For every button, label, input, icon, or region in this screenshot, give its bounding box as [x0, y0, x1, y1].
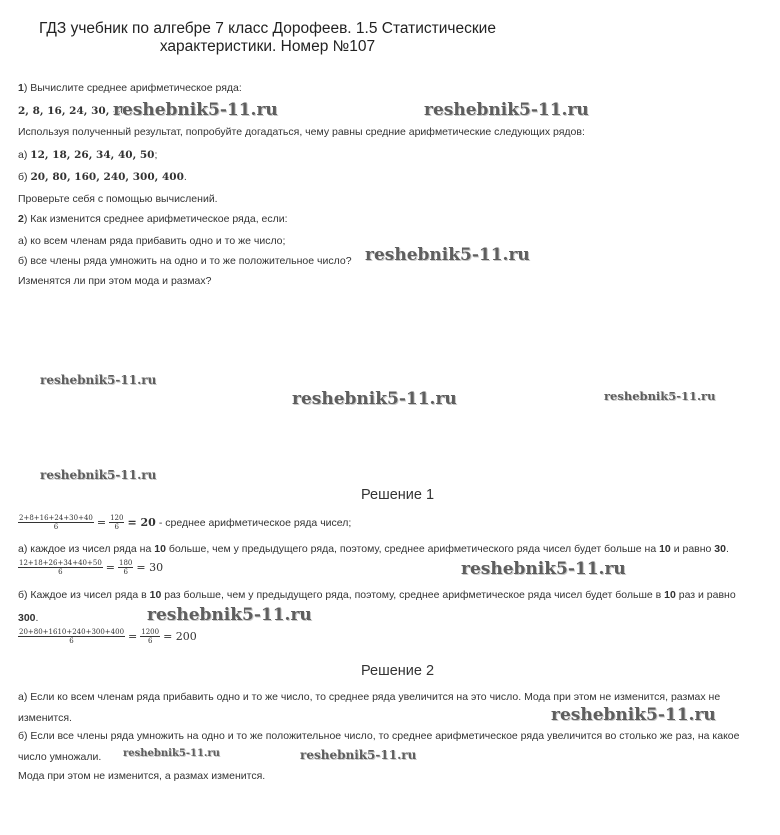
task-part2-b: б) все члены ряда умножить на одно и то же положительное число?	[18, 255, 352, 267]
fraction-numerator: 1200	[141, 628, 160, 636]
equation-result: = 20	[127, 516, 156, 529]
fraction	[140, 628, 160, 645]
task-part2-text: ) Как изменится среднее арифметическое ряда, если:	[23, 213, 288, 225]
text-span: больше, чем у предыдущего ряда, поэтому, среднее арифметического ряда чисел будет больше на	[165, 543, 660, 555]
text-span: раз и равно	[675, 589, 736, 601]
fraction-numerator: 2+8+16+24+30+40	[19, 514, 93, 522]
task-part2	[18, 212, 288, 226]
page-title: ГДЗ учебник по алгебре 7 класс Дорофеев. 1.5 Статистические характеристики. Номер №107	[39, 20, 496, 55]
text-span: .	[35, 612, 39, 624]
task-series-b-suffix: .	[183, 171, 187, 183]
bold-number: 300	[18, 612, 36, 624]
bold-number: 10	[659, 543, 671, 555]
fraction-denominator: 6	[69, 637, 74, 645]
task-series-a-prefix: а)	[18, 149, 31, 161]
equation-result: = 30	[136, 561, 164, 574]
solution2-b-line1: б) Если все члены ряда умножить на одно и то же положительное число, то среднее арифметическое ряда увеличится во столько же раз, на какое	[18, 730, 740, 742]
watermark: reshebnik5-11.ru	[551, 705, 716, 725]
fraction	[18, 628, 125, 645]
text-span: б) Каждое из чисел ряда в	[18, 589, 150, 601]
text-span: а) каждое из чисел ряда на	[18, 543, 155, 555]
watermark: reshebnik5-11.ru	[424, 100, 589, 120]
bold-number: 10	[154, 543, 166, 555]
fraction-denominator: 6	[114, 523, 120, 531]
watermark: reshebnik5-11.ru	[123, 748, 220, 759]
fraction-numerator: 120	[110, 514, 124, 522]
solution1-equation-1	[18, 514, 351, 531]
task-series-b-values: 20, 80, 160, 240, 300, 400	[30, 171, 184, 183]
fraction-numerator: 180	[119, 559, 133, 567]
fraction	[18, 514, 94, 531]
bold-number: 30	[714, 543, 726, 555]
task-series-b	[18, 170, 187, 184]
text-span: раз больше, чем у предыдущего ряда, поэтому, среднее арифметическое ряда чисел будет больше в	[161, 589, 665, 601]
watermark: reshebnik5-11.ru	[40, 373, 157, 387]
bold-number: 10	[149, 589, 162, 601]
task-part2-question: Изменятся ли при этом мода и размах?	[18, 275, 212, 287]
task-series-a-suffix: ;	[154, 149, 158, 161]
watermark: reshebnik5-11.ru	[40, 468, 157, 482]
fraction-denominator: 6	[123, 568, 128, 576]
equals-sign: =	[128, 630, 138, 643]
watermark: reshebnik5-11.ru	[147, 605, 312, 625]
solution2-a-line2: изменится.	[18, 712, 72, 724]
solution2-a-line1: а) Если ко всем членам ряда прибавить одно и то же число, то среднее ряда увеличится на это число. Мода при этом не изменится, размах не	[18, 691, 721, 703]
solution1-a-text	[18, 542, 729, 556]
solution1-heading: Решение 1	[360, 487, 435, 503]
solution2-c-line: Мода при этом не изменится, а размах изменится.	[18, 770, 266, 782]
equation-comment: - среднее арифметическое ряда чисел;	[158, 516, 352, 529]
fraction	[18, 559, 103, 576]
fraction	[109, 514, 124, 531]
watermark: reshebnik5-11.ru	[461, 559, 626, 579]
task-series-b-prefix: б)	[18, 171, 31, 183]
watermark: reshebnik5-11.ru	[292, 389, 457, 409]
fraction-denominator: 6	[53, 523, 59, 531]
solution2-heading: Решение 2	[360, 663, 435, 679]
task-series-a-values: 12, 18, 26, 34, 40, 50	[30, 149, 155, 161]
fraction	[118, 559, 133, 576]
fraction-denominator: 6	[58, 568, 63, 576]
bold-number: 10	[664, 589, 676, 601]
task-check: Проверьте себя с помощью вычислений.	[18, 193, 218, 205]
watermark: reshebnik5-11.ru	[300, 748, 417, 762]
equals-sign: =	[105, 561, 115, 574]
task-part1-number: 1	[18, 82, 24, 94]
solution1-equation-3	[18, 628, 197, 645]
task-series-a	[18, 148, 157, 162]
equation-result: = 200	[163, 630, 197, 643]
task-series: 2, 8, 16, 24, 30, 40	[18, 105, 128, 117]
watermark: reshebnik5-11.ru	[365, 245, 530, 265]
solution2-b-line2: число умножали.	[18, 751, 102, 763]
task-part2-number: 2	[18, 213, 24, 225]
solution1-equation-2	[18, 559, 163, 576]
task-part2-a: а) ко всем членам ряда прибавить одно и то же число;	[18, 235, 286, 247]
equals-sign: =	[96, 516, 107, 529]
text-span: .	[725, 543, 729, 555]
task-part1	[18, 81, 242, 95]
watermark: reshebnik5-11.ru	[113, 100, 278, 120]
text-span: и равно	[670, 543, 715, 555]
watermark: reshebnik5-11.ru	[604, 389, 716, 403]
fraction-numerator: 20+80+1610+240+300+400	[19, 628, 125, 636]
task-part1-text: ) Вычислите среднее арифметическое ряда:	[23, 82, 242, 94]
fraction-numerator: 12+18+26+34+40+50	[19, 559, 102, 567]
solution1-b-text-line1	[18, 588, 736, 602]
solution1-b-text-line2	[18, 611, 38, 625]
fraction-denominator: 6	[147, 637, 153, 645]
task-hint: Используя полученный результат, попробуйте догадаться, чему равны средние арифметические следующих рядов:	[18, 126, 585, 138]
